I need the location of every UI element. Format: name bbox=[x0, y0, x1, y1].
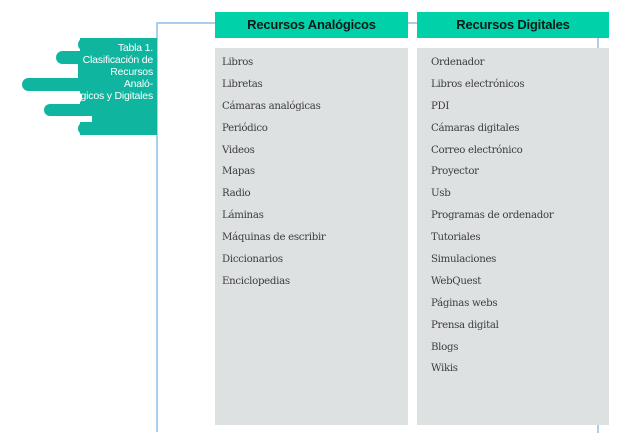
list-item: Máquinas de escribir bbox=[222, 232, 326, 244]
list-item: Páginas webs bbox=[431, 297, 498, 309]
list-item: Tutoriales bbox=[431, 232, 481, 244]
list-item: Videos bbox=[222, 144, 255, 156]
list-item: Programas de ordenador bbox=[431, 210, 554, 222]
list-item: Wikis bbox=[431, 363, 458, 375]
list-item: Simulaciones bbox=[431, 254, 497, 266]
list-item: Libros bbox=[222, 57, 253, 68]
digital-resources-panel bbox=[417, 48, 609, 425]
list-item: Radio bbox=[222, 188, 251, 200]
table-caption-line: Tabla 1. bbox=[117, 42, 153, 54]
list-item: Prensa digital bbox=[431, 319, 499, 331]
table-caption-line: Clasificación de bbox=[82, 54, 153, 66]
list-item: Láminas bbox=[222, 210, 264, 222]
connector-line-right-vertical-bottom bbox=[597, 425, 599, 433]
list-item: WebQuest bbox=[431, 275, 482, 287]
table-caption-line: gicos y Digitales bbox=[80, 90, 153, 102]
list-item: Ordenador bbox=[431, 57, 485, 68]
list-item: Cámaras analógicas bbox=[222, 100, 321, 112]
list-item: Usb bbox=[431, 188, 451, 200]
column-header-digital: Recursos Digitales bbox=[417, 12, 609, 38]
table-caption-line: Recursos Analó- bbox=[110, 66, 153, 90]
list-item: Proyector bbox=[431, 166, 479, 178]
column-header-analog: Recursos Analógicos bbox=[215, 12, 408, 38]
list-item: Correo electrónico bbox=[431, 144, 523, 156]
list-item: Libretas bbox=[222, 78, 263, 90]
list-item: Periódico bbox=[222, 122, 268, 134]
analog-resources-panel bbox=[215, 48, 408, 425]
list-item: Libros electrónicos bbox=[431, 78, 525, 90]
list-item: Diccionarios bbox=[222, 254, 283, 266]
analog-resources-list bbox=[215, 48, 408, 297]
list-item: Cámaras digitales bbox=[431, 122, 520, 134]
digital-resources-list bbox=[417, 48, 609, 384]
list-item: PDI bbox=[431, 100, 450, 112]
table-caption bbox=[80, 42, 153, 102]
list-item: Mapas bbox=[222, 166, 255, 178]
list-item: Blogs bbox=[431, 341, 459, 353]
list-item: Enciclopedias bbox=[222, 275, 290, 287]
